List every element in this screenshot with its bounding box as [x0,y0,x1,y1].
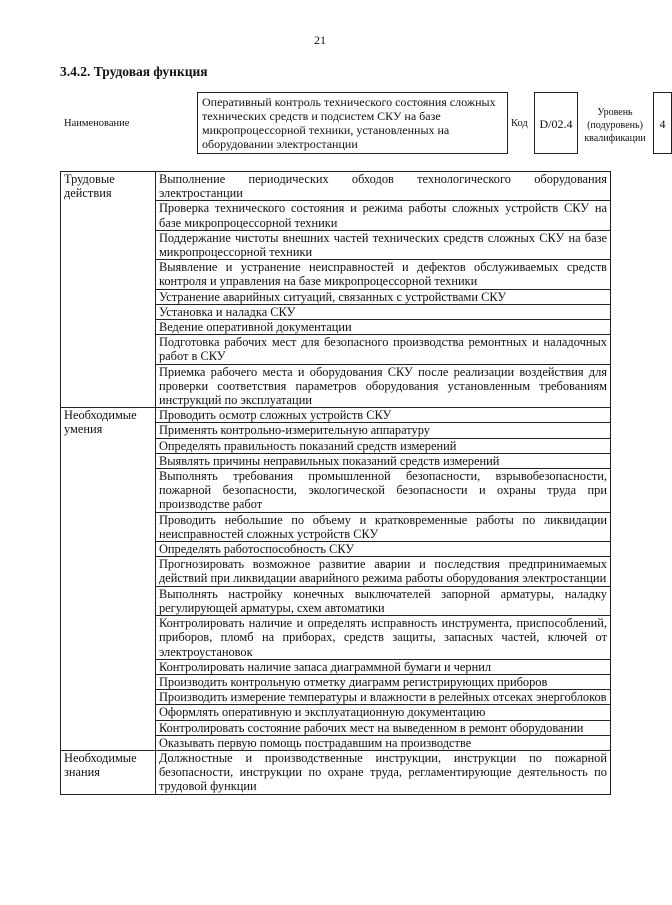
table-cell: Выполнять настройку конечных выключателей запорной арматуры, наладку регулирующей арматуры, схем автоматики [155,586,610,615]
code-box: D/02.4 [534,92,578,154]
table-cell: Установка и наладка СКУ [155,304,610,319]
name-label: Наименование [64,118,130,129]
table-cell: Контролировать состояние рабочих мест на выведенном в ремонт оборудовании [155,720,610,735]
table-cell: Контролировать наличие запаса диаграммной бумаги и чернил [155,659,610,674]
table-cell: Проводить осмотр сложных устройств СКУ [155,408,610,423]
table-cell: Выявлять причины неправильных показаний средств измерений [155,453,610,468]
level-box: 4 [653,92,672,154]
table-cell: Производить контрольную отметку диаграмм регистрирующих приборов [155,674,610,689]
table-cell: Проводить небольшие по объему и кратковременные работы по ликвидации неисправностей сложных устройств СКУ [155,512,610,541]
section-title: 3.4.2. Трудовая функция [60,64,208,79]
table-cell: Подготовка рабочих мест для безопасного производства ремонтных и наладочных работ в СКУ [155,335,610,364]
table-row [61,750,611,794]
table-cell: Выявление и устранение неисправностей и дефектов обслуживаемых средств контроля и управления на базе микропроцессорной техники [155,260,610,289]
table-cell: Производить измерение температуры и влажности в релейных отсеках энергоблоков [155,690,610,705]
table-cell: Оформлять оперативную и эксплуатационную документацию [155,705,610,720]
table-cell: Ведение оперативной документации [155,320,610,335]
section-label: Необходимые умения [61,408,156,751]
table-cell: Прогнозировать возможное развитие аварии и последствия предпринимаемых действий при ликвидации аварийного режима работы оборудования электростанции [155,557,610,586]
section-label: Трудовые действия [61,172,156,408]
table-row [61,408,611,423]
table-cell: Контролировать наличие и определять исправность инструмента, приспособлений, приборов, пломб на приборах, средств защиты, запасных частей, ключей от электроустановок [155,616,610,660]
table-cell: Проверка технического состояния и режима работы сложных устройств СКУ на базе микропроцессорной техники [155,201,610,230]
table-cell: Устранение аварийных ситуаций, связанных с устройствами СКУ [155,289,610,304]
table-cell: Определять правильность показаний средств измерений [155,438,610,453]
table-cell: Поддержание чистоты внешних частей технических средств сложных СКУ на базе микропроцессорной техники [155,230,610,259]
table-cell: Определять работоспособность СКУ [155,542,610,557]
function-name-box: Оперативный контроль технического состояния сложных технических средств и подсистем СКУ на базе микропроцессорной техники, установленных на оборудовании электростанции [197,92,508,154]
table-cell: Оказывать первую помощь пострадавшим на производстве [155,735,610,750]
table-cell: Приемка рабочего места и оборудования СКУ после реализации воздействия для проверки соответствия параметров оборудования установленным требованиям инструкций по эксплуатации [155,364,610,408]
page-number: 21 [314,33,326,47]
code-label: Код [511,118,528,129]
level-label: Уровень (подуровень) квалификации [584,107,646,144]
table-cell: Выполнять требования промышленной безопасности, взрывобезопасности, пожарной безопасности, экологической безопасности и охраны труда при производстве работ [155,469,610,513]
function-header [60,92,666,156]
table-row [61,172,611,201]
section-label: Необходимые знания [61,750,156,794]
table-cell: Выполнение периодических обходов технологического оборудования электростанции [155,172,610,201]
function-table [60,171,611,795]
table-cell: Должностные и производственные инструкции, инструкции по пожарной безопасности, инструкции по охране труда, регламентирующие деятельность по трудовой функции [155,750,610,794]
table-cell: Применять контрольно-измерительную аппаратуру [155,423,610,438]
